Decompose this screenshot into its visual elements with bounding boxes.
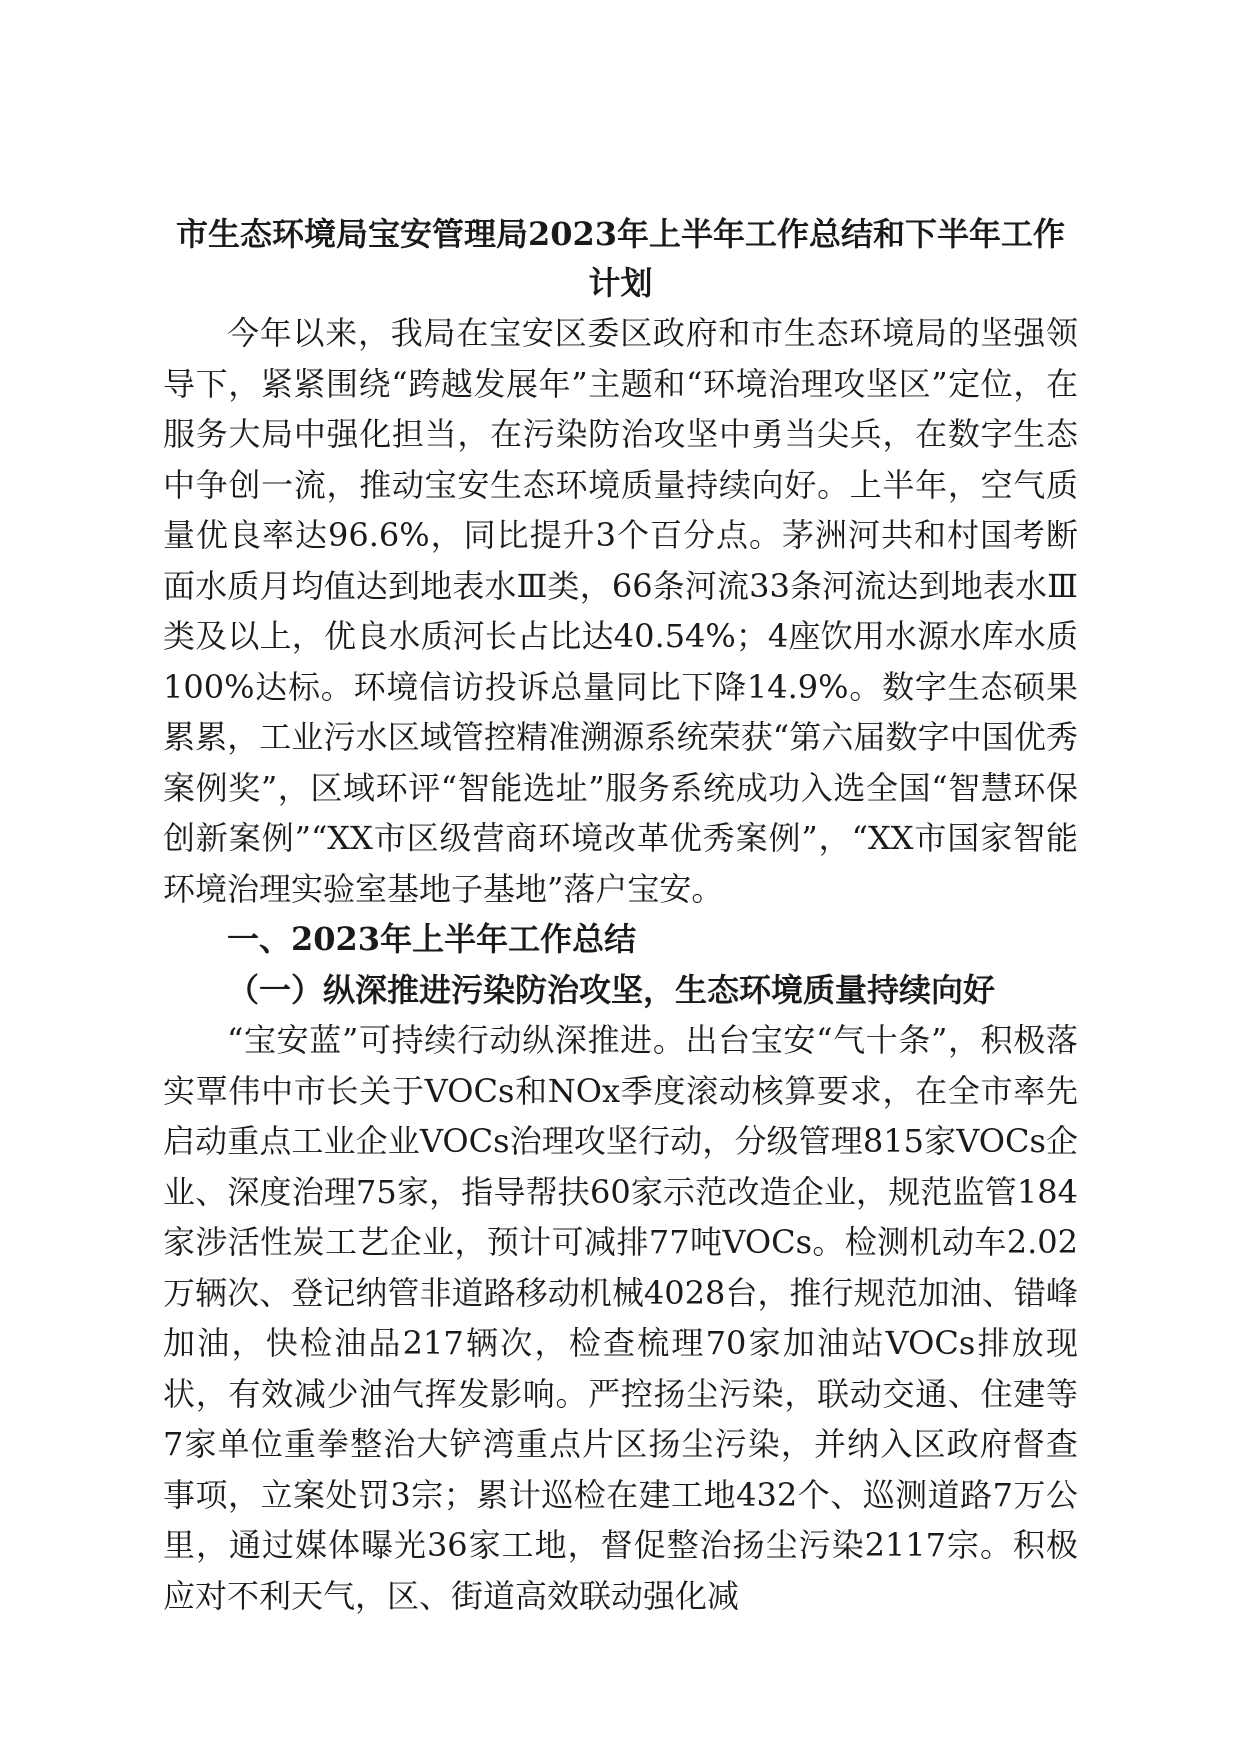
section-heading: 一、2023年上半年工作总结 xyxy=(227,920,637,958)
document-title: 市生态环境局宝安管理局2023年上半年工作总结和下半年工作计划 xyxy=(175,215,1066,302)
document-body xyxy=(163,210,1078,1621)
subsection-paragraph: “宝安蓝”可持续行动纵深推进。出台宝安“气十条”，积极落实覃伟中市长关于VOCs和NOx季度滚动核算要求，在全市率先启动重点工业企业VOCs治理攻坚行动，分级管理815家VOCs企业、深度治理75家，指导帮扶60家示范改造企业，规范监管184家涉活性炭工艺企业，预计可减排77吨VOCs。检测机动车2.02万辆次、登记纳管非道路移动机械4028台，推行规范加油、错峰加油，快检油品217辆次，检查梳理70家加油站VOCs排放现状，有效减少油气挥发影响。严控扬尘污染，联动交通、住建等7家单位重拳整治大铲湾重点片区扬尘污染，并纳入区政府督查事项，立案处罚3宗；累计巡检在建工地432个、巡测道路7万公里，通过媒体曝光36家工地，督促整治扬尘污染2117宗。积极应对不利天气，区、街道高效联动强化减 xyxy=(163,1021,1078,1615)
subsection-heading: （一）纵深推进污染防治攻坚，生态环境质量持续向好 xyxy=(227,970,996,1009)
intro-paragraph: 今年以来，我局在宝安区委区政府和市生态环境局的坚强领导下，紧紧围绕“跨越发展年”主题和“环境治理攻坚区”定位，在服务大局中强化担当，在污染防治攻坚中勇当尖兵，在数字生态中争创一流，推动宝安生态环境质量持续向好。上半年，空气质量优良率达96.6%，同比提升3个百分点。茅洲河共和村国考断面水质月均值达到地表水Ⅲ类，66条河流33条河流达到地表水Ⅲ类及以上，优良水质河长占比达40.54%；4座饮用水源水库水质100%达标。环境信访投诉总量同比下降14.9%。数字生态硕果累累，工业污水区域管控精准溯源系统荣获“第六届数字中国优秀案例奖”，区域环评“智能选址”服务系统成功入选全国“智慧环保创新案例”“XX市区级营商环境改革优秀案例”，“XX市国家智能环境治理实验室基地子基地”落户宝安。 xyxy=(163,314,1078,908)
